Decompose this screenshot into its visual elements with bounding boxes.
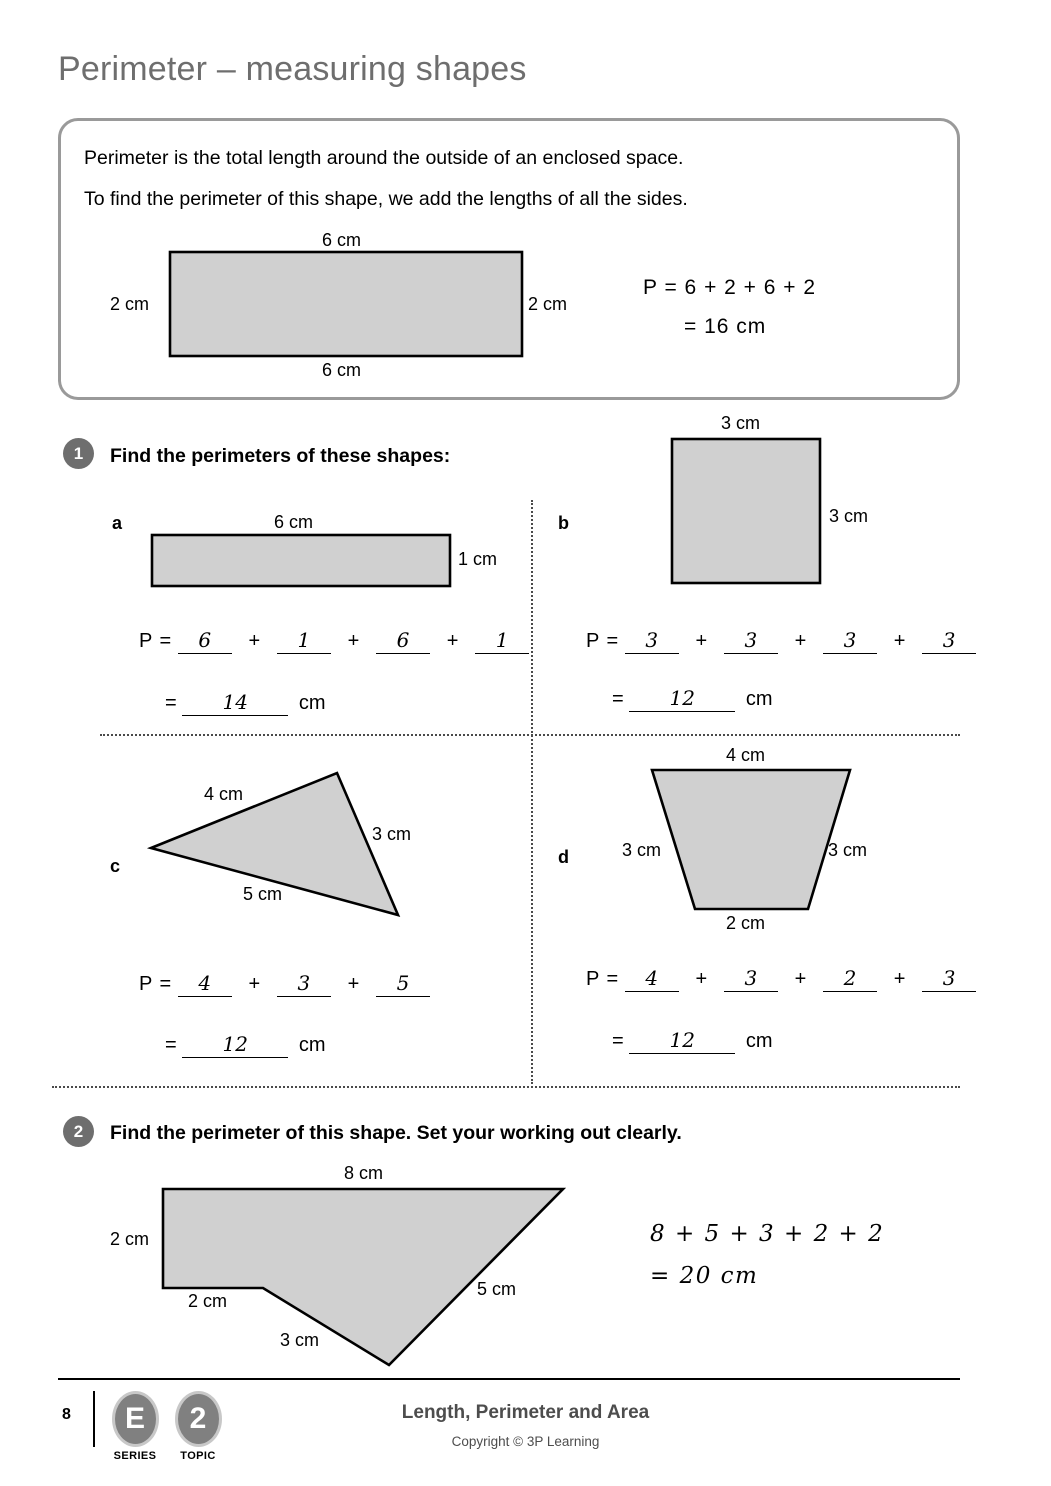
series-badge-letter: E [112, 1391, 159, 1447]
part-a-answer-line-1 [139, 628, 529, 654]
example-formula-line-2: = 16 cm [684, 315, 767, 338]
question-2-number: 2 [63, 1116, 94, 1147]
part-d-term-1[interactable]: 4 [625, 966, 679, 992]
part-letter-a: a [112, 513, 123, 533]
part-a-term-2[interactable]: 1 [277, 628, 331, 654]
question-2-label-left: 2 cm [110, 1229, 150, 1249]
question-2-prompt: Find the perimeter of this shape. Set your working out clearly. [110, 1122, 682, 1144]
question-2-label-bottom-mid: 3 cm [280, 1330, 320, 1350]
part-c-answer-line-1 [139, 971, 430, 997]
part-d-prefix: P = [586, 968, 620, 990]
part-d-equals: = [612, 1030, 624, 1052]
part-a-label-top: 6 cm [274, 512, 314, 532]
part-d-label-top: 4 cm [726, 745, 766, 765]
question-2-label-top: 8 cm [344, 1163, 384, 1183]
part-c-label-upper-left: 4 cm [204, 784, 244, 804]
part-c-label-right: 3 cm [372, 824, 412, 844]
part-a-rectangle-shape [150, 533, 452, 588]
footer-rule [58, 1378, 960, 1380]
part-d-total[interactable]: 12 [629, 1028, 735, 1054]
page-title: Perimeter – measuring shapes [58, 50, 527, 88]
footer-book-title: Length, Perimeter and Area [401, 1402, 650, 1423]
series-badge-caption: SERIES [113, 1450, 157, 1462]
part-c-label-bottom: 5 cm [243, 884, 283, 904]
part-c-total[interactable]: 12 [182, 1032, 288, 1058]
part-letter-c: c [110, 856, 121, 876]
part-a-prefix: P = [139, 630, 173, 652]
question-1-prompt: Find the perimeters of these shapes: [110, 445, 451, 467]
part-d-term-4[interactable]: 3 [922, 966, 976, 992]
part-letter-d: d [558, 847, 569, 867]
part-b-term-2[interactable]: 3 [724, 628, 778, 654]
part-b-answer-line-1 [586, 628, 976, 654]
part-a-answer-line-2 [165, 690, 325, 716]
part-c-term-1[interactable]: 4 [178, 971, 232, 997]
part-a-unit: cm [298, 692, 326, 714]
part-d-trapezoid-shape [645, 762, 857, 917]
divider-vertical-q1 [531, 500, 533, 1084]
part-d-plus-3: + [893, 968, 906, 990]
part-b-prefix: P = [586, 630, 620, 652]
part-a-term-3[interactable]: 6 [376, 628, 430, 654]
part-d-term-2[interactable]: 3 [724, 966, 778, 992]
question-2-label-bottom-left: 2 cm [188, 1291, 228, 1311]
part-d-label-bottom: 2 cm [726, 913, 766, 933]
part-c-prefix: P = [139, 973, 173, 995]
part-a-term-4[interactable]: 1 [475, 628, 529, 654]
part-c-equals: = [165, 1034, 177, 1056]
part-b-term-1[interactable]: 3 [625, 628, 679, 654]
part-c-plus-2: + [347, 973, 360, 995]
example-rectangle-shape [168, 250, 524, 358]
part-b-equals: = [612, 688, 624, 710]
footer-page-number: 8 [62, 1406, 71, 1423]
part-a-plus-1: + [248, 630, 261, 652]
example-formula-line-1: P = 6 + 2 + 6 + 2 [643, 276, 817, 299]
part-a-total[interactable]: 14 [182, 690, 288, 716]
part-b-label-right: 3 cm [829, 506, 869, 526]
example-label-left: 2 cm [110, 294, 150, 314]
topic-badge-caption: TOPIC [180, 1450, 216, 1462]
part-d-plus-1: + [695, 968, 708, 990]
example-label-bottom: 6 cm [322, 360, 362, 380]
divider-horizontal-q1-bottom [52, 1086, 960, 1088]
part-d-answer-line-1 [586, 966, 976, 992]
question-2-polygon-shape [155, 1180, 575, 1375]
part-b-answer-line-2 [612, 686, 772, 712]
example-label-top: 6 cm [322, 230, 362, 250]
part-c-plus-1: + [248, 973, 261, 995]
part-b-square-shape [670, 437, 822, 585]
part-b-plus-1: + [695, 630, 708, 652]
part-d-label-left: 3 cm [622, 840, 662, 860]
part-a-plus-2: + [347, 630, 360, 652]
part-d-answer-line-2 [612, 1028, 772, 1054]
part-a-label-right: 1 cm [458, 549, 498, 569]
part-c-answer-line-2 [165, 1032, 325, 1058]
footer-copyright: Copyright © 3P Learning [451, 1434, 600, 1449]
info-text-line-2: To find the perimeter of this shape, we add the lengths of all the sides. [84, 188, 688, 210]
part-b-total[interactable]: 12 [629, 686, 735, 712]
part-d-term-3[interactable]: 2 [823, 966, 877, 992]
part-d-unit: cm [745, 1030, 773, 1052]
info-text-line-1: Perimeter is the total length around the outside of an enclosed space. [84, 147, 684, 169]
part-b-label-top: 3 cm [721, 413, 761, 433]
part-a-equals: = [165, 692, 177, 714]
question-1-number: 1 [63, 438, 94, 469]
part-a-term-1[interactable]: 6 [178, 628, 232, 654]
topic-badge-number: 2 [175, 1391, 222, 1447]
part-d-label-right: 3 cm [828, 840, 868, 860]
part-b-plus-3: + [893, 630, 906, 652]
part-c-term-3[interactable]: 5 [376, 971, 430, 997]
question-2-working-line-2[interactable]: = 20 cm [650, 1263, 759, 1289]
part-c-term-2[interactable]: 3 [277, 971, 331, 997]
question-2-working-line-1[interactable]: 8 + 5 + 3 + 2 + 2 [650, 1221, 885, 1247]
example-label-right: 2 cm [528, 294, 568, 314]
part-b-unit: cm [745, 688, 773, 710]
part-b-term-4[interactable]: 3 [922, 628, 976, 654]
part-c-unit: cm [298, 1034, 326, 1056]
part-b-term-3[interactable]: 3 [823, 628, 877, 654]
part-a-plus-3: + [446, 630, 459, 652]
part-d-plus-2: + [794, 968, 807, 990]
divider-horizontal-q1 [100, 734, 960, 736]
part-b-plus-2: + [794, 630, 807, 652]
part-letter-b: b [558, 513, 569, 533]
question-2-label-right: 5 cm [477, 1279, 517, 1299]
